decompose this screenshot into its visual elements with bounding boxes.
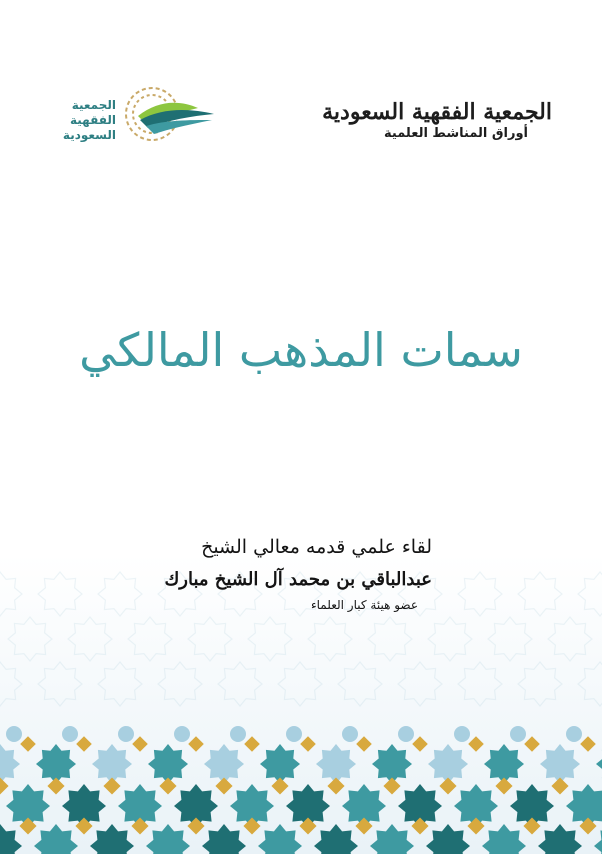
book-wave-emblem-icon [118, 78, 218, 150]
logo-text-line-3: السعودية [62, 128, 116, 142]
pattern-dot [566, 726, 582, 742]
presenter-role: عضو هيئة كبار العلماء [311, 598, 418, 612]
presenter-name: عبدالباقي بن محمد آل الشيخ مبارك [164, 569, 432, 590]
pattern-dot [62, 726, 78, 742]
organization-subtitle: أوراق المناشط العلمية [384, 126, 528, 141]
pattern-dot [286, 726, 302, 742]
pattern-dot [510, 726, 526, 742]
pattern-dot [230, 726, 246, 742]
pattern-dot [174, 726, 190, 742]
logo-text-line-1: الجمعية [71, 98, 116, 112]
pattern-dot [118, 726, 134, 742]
society-logo [52, 78, 222, 150]
pattern-dot [6, 726, 22, 742]
document-title: سمات المذهب المالكي [79, 323, 523, 377]
logo-text-line-2: الفقهية [70, 113, 116, 127]
pattern-dot [342, 726, 358, 742]
credits [132, 530, 432, 614]
organization-header [322, 98, 552, 142]
organization-name: الجمعية الفقهية السعودية [322, 99, 552, 125]
pattern-dot [454, 726, 470, 742]
logo-text [52, 98, 116, 143]
credits-intro: لقاء علمي قدمه معالي الشيخ [201, 536, 432, 558]
pattern-dot [398, 726, 414, 742]
